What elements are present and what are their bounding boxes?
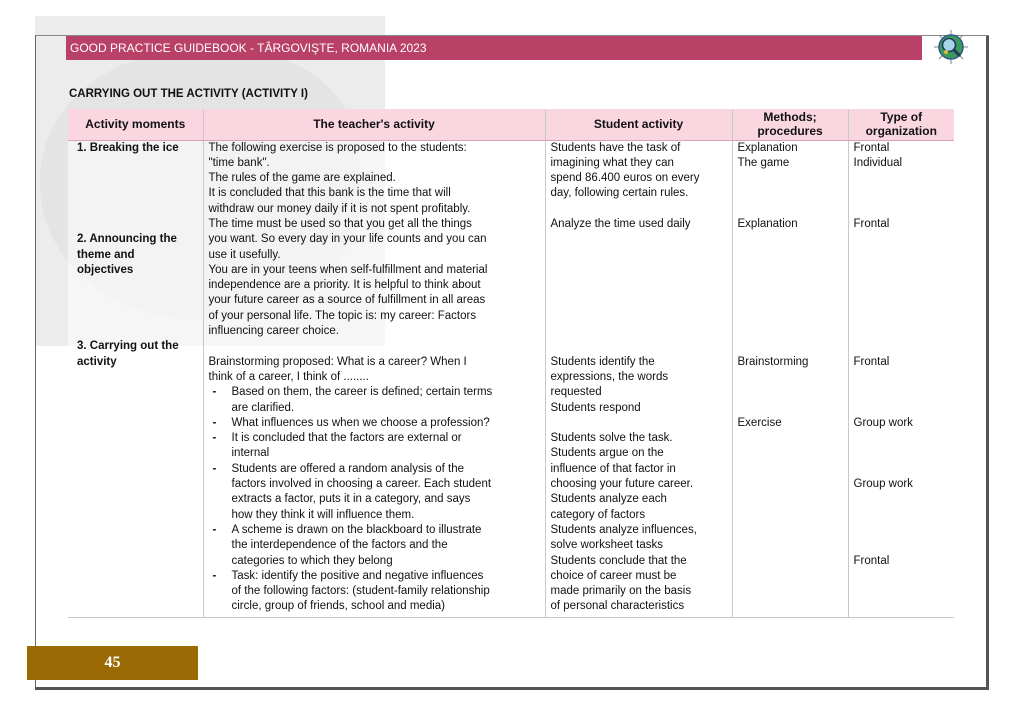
student-line: category of factors [550, 508, 646, 521]
student-line: imagining what they can [550, 156, 674, 169]
organization-line [854, 202, 950, 217]
student-line: choosing your future career. [550, 478, 694, 491]
teacher-bullet-item [209, 385, 540, 416]
bullet-line: - Based on them, the career is defined; certain terms [231, 386, 493, 399]
bullet-line: extracts a factor, puts it in a category, and says [231, 493, 471, 506]
activity-table [68, 109, 954, 618]
organization-line [854, 309, 950, 324]
page-number: 45 [27, 646, 198, 680]
student-line: Analyze the time used daily [550, 217, 691, 230]
student-line: requested [550, 386, 602, 399]
organization-cell [848, 140, 954, 617]
organization-line [854, 523, 950, 538]
moment-line: 2. Announcing the [77, 233, 177, 246]
bullet-line: - What influences us when we choose a profession? [231, 416, 490, 429]
student-line [551, 324, 727, 339]
bullet-line: are clarified. [231, 401, 295, 414]
teacher-line: independence are a priority. It is helpful to think about [208, 279, 481, 292]
teacher-bullet-item [209, 569, 540, 615]
organization-line [854, 278, 950, 293]
teacher-activity-cell [203, 140, 545, 617]
student-line [551, 309, 727, 324]
student-line [551, 248, 727, 263]
student-line [551, 416, 727, 431]
bullet-line: - Students are offered a random analysis of the [231, 462, 464, 475]
organization-line [854, 293, 950, 308]
teacher-line: The time must be used so that you get all the things [208, 217, 472, 230]
method-line [738, 385, 843, 400]
moment-line [77, 217, 198, 232]
student-line [551, 293, 727, 308]
student-line [551, 202, 727, 217]
student-line [551, 232, 727, 247]
organization-line: Group work [853, 416, 913, 429]
organization-line [854, 508, 950, 523]
guidebook-header: GOOD PRACTICE GUIDEBOOK - TÂRGOVIŞTE, ROMANIA 2023 [66, 36, 922, 60]
student-line: choice of career must be [550, 569, 677, 582]
student-line [551, 278, 727, 293]
method-line [738, 324, 843, 339]
teacher-line: your future career as a source of fulfillment in all areas [208, 294, 486, 307]
moment-line [77, 293, 198, 308]
student-line: made primarily on the basis [550, 585, 692, 598]
method-line [738, 293, 843, 308]
organization-line [854, 538, 950, 553]
method-line [738, 401, 843, 416]
moment-line: activity [77, 355, 117, 368]
frame-shadow-right [986, 36, 989, 690]
organization-line [854, 385, 950, 400]
globe-magnifier-icon [932, 28, 970, 66]
moment-line [77, 156, 198, 171]
method-line [738, 186, 843, 201]
organization-line [854, 263, 950, 278]
organization-line [854, 248, 950, 263]
bullet-line: - Task: identify the positive and negative influences [231, 569, 484, 582]
organization-line [854, 232, 950, 247]
moment-line [77, 202, 198, 217]
organization-line [854, 401, 950, 416]
header-methods: Methods; procedures [732, 109, 848, 140]
student-line: Students have the task of [550, 141, 681, 154]
moment-line: objectives [77, 263, 134, 276]
organization-line: Frontal [853, 355, 890, 368]
teacher-line: of your personal life. The topic is: my career: Factors [208, 309, 477, 322]
organization-line [854, 446, 950, 461]
organization-line [854, 324, 950, 339]
student-activity-cell [545, 140, 732, 617]
method-line [738, 278, 843, 293]
organization-line: Frontal [853, 554, 890, 567]
bullet-line: how they think it will influence them. [231, 508, 415, 521]
teacher-line: withdraw our money daily if it is not spent profitably. [208, 202, 471, 215]
moment-line: 1. Breaking the ice [77, 141, 179, 154]
student-line: Students conclude that the [550, 554, 687, 567]
teacher-bullet-item [209, 416, 540, 431]
student-line: spend 86.400 euros on every [550, 172, 700, 185]
header-student-activity: Student activity [545, 109, 732, 140]
method-line: Exercise [737, 416, 782, 429]
teacher-bullet-item [209, 462, 540, 523]
header-teacher-activity: The teacher's activity [203, 109, 545, 140]
teacher-line [209, 339, 540, 354]
moment-line: 3. Carrying out the [77, 340, 179, 353]
student-line: expressions, the words [550, 370, 669, 383]
student-line [551, 263, 727, 278]
teacher-line: You are in your teens when self-fulfillment and material [208, 263, 488, 276]
method-line: Explanation [737, 141, 798, 154]
bullet-line: the interdependence of the factors and the [231, 539, 448, 552]
organization-line [854, 431, 950, 446]
bullet-line: internal [231, 447, 270, 460]
method-line: Brainstorming [737, 355, 809, 368]
student-line: Students analyze influences, [550, 523, 697, 536]
method-line: Explanation [737, 217, 798, 230]
organization-line: Individual [853, 156, 903, 169]
student-line: Students respond [550, 401, 641, 414]
student-line: Students solve the task. [550, 432, 673, 445]
teacher-line: use it usefully. [208, 248, 281, 261]
header-activity-moments: Activity moments [68, 109, 203, 140]
frame-shadow-bottom [35, 687, 989, 690]
teacher-line: you want. So every day in your life counts and you can [208, 233, 487, 246]
organization-line [854, 370, 950, 385]
teacher-line: think of a career, I think of ........ [208, 370, 369, 383]
bullet-line: of the following factors: (student-family relationship [231, 585, 490, 598]
teacher-line: Brainstorming proposed: What is a career? When I [208, 355, 467, 368]
moment-line [77, 171, 198, 186]
moment-line [77, 278, 198, 293]
method-line [738, 202, 843, 217]
method-line [738, 248, 843, 263]
teacher-bullet-item [209, 523, 540, 569]
method-line [738, 263, 843, 278]
methods-cell [732, 140, 848, 617]
teacher-line: "time bank". [208, 156, 270, 169]
organization-line: Group work [853, 478, 913, 491]
method-line [738, 370, 843, 385]
method-line: The game [737, 156, 790, 169]
student-line: influence of that factor in [550, 462, 676, 475]
student-line: solve worksheet tasks [550, 539, 663, 552]
student-line: of personal characteristics [550, 600, 685, 613]
student-line: day, following certain rules. [550, 187, 689, 200]
organization-line [854, 171, 950, 186]
teacher-line: It is concluded that this bank is the time that will [208, 187, 451, 200]
method-line [738, 171, 843, 186]
student-line: Students argue on the [550, 447, 664, 460]
method-line [738, 232, 843, 247]
table-header-row [68, 109, 954, 140]
moment-line [77, 324, 198, 339]
organization-line [854, 339, 950, 354]
student-line [551, 339, 727, 354]
bullet-line: - A scheme is drawn on the blackboard to illustrate [231, 523, 482, 536]
bullet-line: - It is concluded that the factors are external or [231, 432, 462, 445]
teacher-line: The following exercise is proposed to the students: [208, 141, 467, 154]
bullet-line: categories to which they belong [231, 554, 393, 567]
organization-line [854, 186, 950, 201]
table-row [68, 140, 954, 617]
moment-line [77, 309, 198, 324]
student-line: Students analyze each [550, 493, 667, 506]
moment-line: theme and [77, 248, 135, 261]
organization-line: Frontal [853, 141, 890, 154]
method-line [738, 339, 843, 354]
bullet-line: circle, group of friends, school and media) [231, 600, 445, 613]
moments-cell [68, 140, 203, 617]
organization-line: Frontal [853, 217, 890, 230]
student-line: Students identify the [550, 355, 655, 368]
teacher-bullet-item [209, 431, 540, 462]
organization-line [854, 492, 950, 507]
teacher-line: The rules of the game are explained. [208, 172, 396, 185]
header-organization: Type of organization [848, 109, 954, 140]
section-title: CARRYING OUT THE ACTIVITY (ACTIVITY I) [69, 88, 308, 100]
organization-line [854, 462, 950, 477]
bullet-line: factors involved in choosing a career. Each student [231, 478, 492, 491]
moment-line [77, 186, 198, 201]
teacher-line: influencing career choice. [208, 325, 339, 338]
method-line [738, 309, 843, 324]
